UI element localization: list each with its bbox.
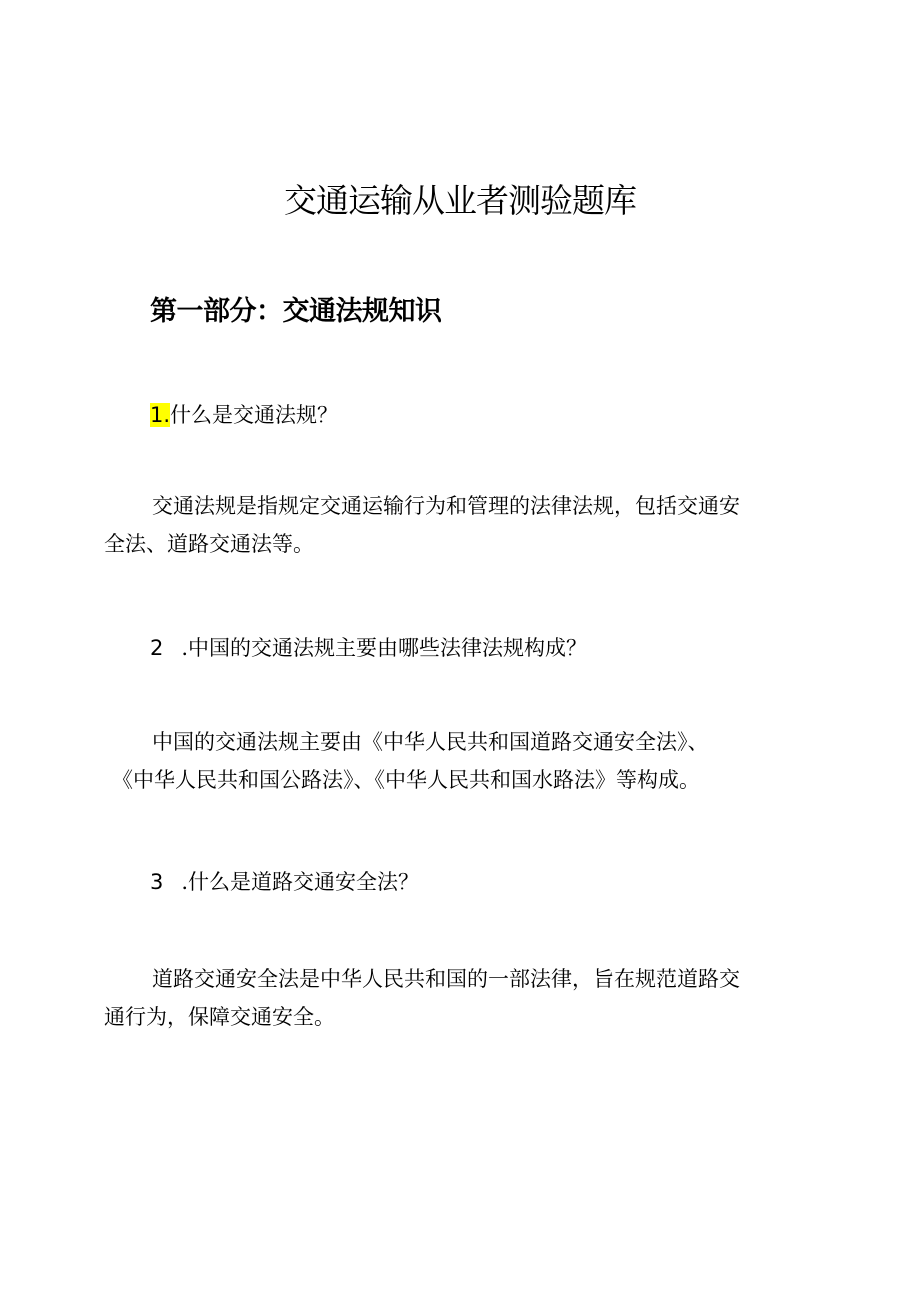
question-3 — [150, 863, 419, 901]
question-1 — [150, 396, 338, 434]
question-2-text: .中国的交通法规主要由哪些法律法规构成？ — [181, 636, 588, 660]
question-3-text: .什么是道路交通安全法？ — [181, 870, 420, 894]
question-2 — [150, 629, 587, 667]
answer-2-line-1: 中国的交通法规主要由《中华人民共和国道路交通安全法》、 — [152, 730, 709, 754]
answer-3-line-2: 通行为，保障交通安全。 — [104, 1005, 335, 1029]
answer-3 — [104, 960, 740, 1036]
document-title: 交通运输从业者测验题库 — [284, 181, 636, 220]
answer-1 — [104, 487, 740, 563]
answer-2-line-2: 《中华人民共和国公路法》、《中华人民共和国水路法》等构成。 — [112, 768, 700, 792]
answer-1-line-2: 全法、道路交通法等。 — [104, 532, 314, 556]
answer-1-line-1: 交通法规是指规定交通运输行为和管理的法律法规，包括交通安 — [152, 494, 740, 518]
section-title: 第一部分：交通法规知识 — [150, 296, 442, 327]
question-1-number: 1. — [150, 403, 171, 427]
question-2-number: 2 — [150, 636, 164, 660]
question-1-text: 什么是交通法规？ — [170, 403, 339, 427]
question-3-number: 3 — [150, 870, 164, 894]
answer-3-line-1: 道路交通安全法是中华人民共和国的一部法律，旨在规范道路交 — [152, 967, 740, 991]
answer-2 — [112, 723, 709, 799]
